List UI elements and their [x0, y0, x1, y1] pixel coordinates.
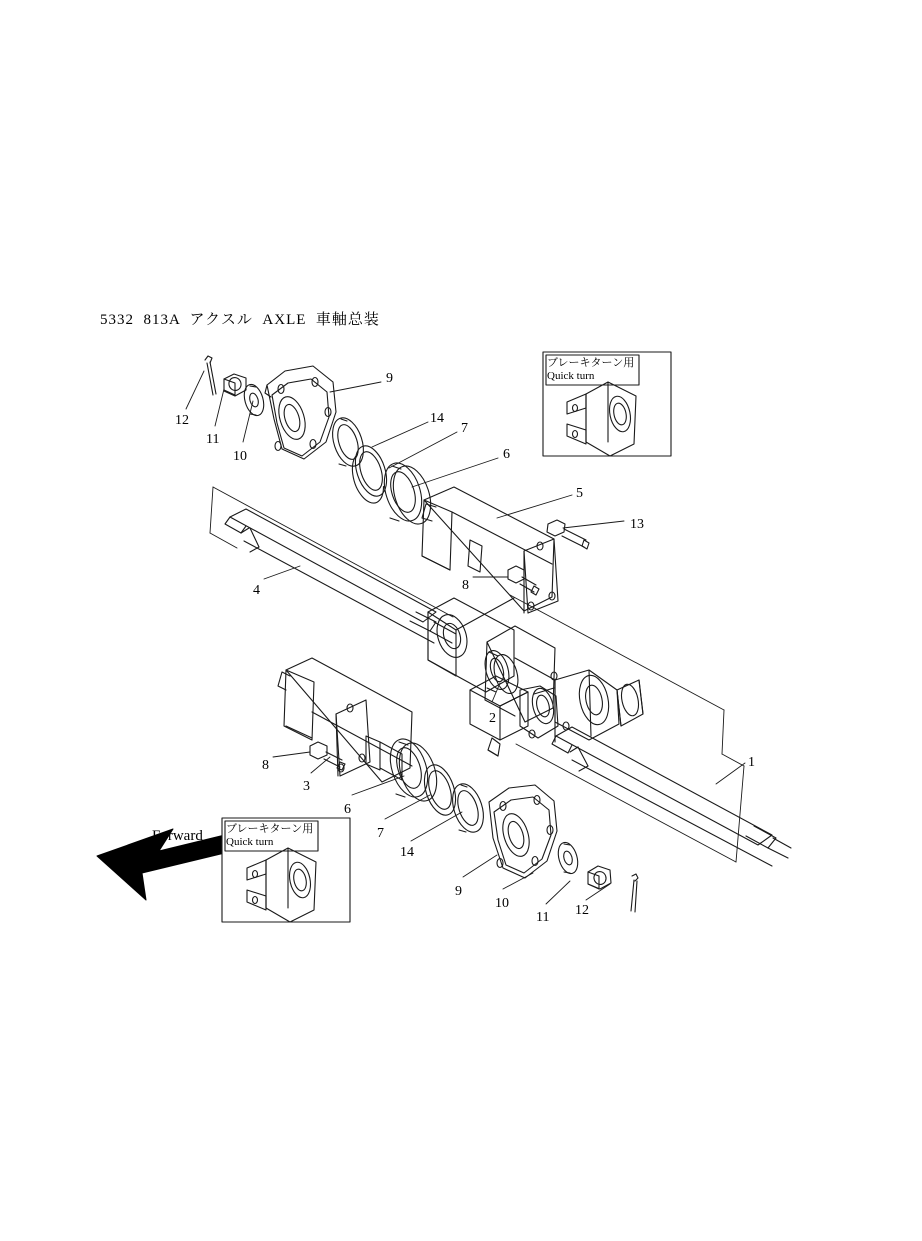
- callout-leader-line: [311, 757, 330, 773]
- part-12-cotter-pin-bottom: [631, 874, 638, 912]
- inset-label-top-right-jp: ブレーキターン用: [547, 357, 635, 369]
- callout-leader-line: [385, 795, 430, 819]
- callout-number: 7: [377, 826, 384, 841]
- callout-number: 1: [748, 755, 755, 770]
- callout-number: 6: [503, 447, 510, 462]
- inset-label-bottom-left-en: Quick turn: [226, 836, 274, 848]
- part-14-seal-bottom: [447, 780, 489, 836]
- callout-leader-line: [372, 422, 428, 447]
- forward-direction-label: Forward: [152, 828, 203, 844]
- leader-box-part-1: [510, 595, 744, 862]
- callout-number: 14: [400, 845, 414, 860]
- callout-leader-line: [243, 401, 253, 442]
- callout-leader-line: [716, 763, 745, 784]
- part-12-cotter-pin-top: [205, 356, 216, 395]
- callout-leader-line: [497, 495, 572, 518]
- part-9-hub-top: [265, 366, 336, 459]
- inset-label-top-right: [547, 357, 634, 383]
- part-1-axle-shaft: [552, 727, 791, 866]
- callout-leader-line: [412, 458, 498, 487]
- part-10-washer-bottom: [555, 840, 581, 876]
- callout-number: 7: [461, 421, 468, 436]
- callout-number: 8: [262, 758, 269, 773]
- part-4-axle-shaft: [225, 509, 456, 643]
- callout-number: 12: [575, 903, 589, 918]
- part-9-hub-bottom: [489, 785, 557, 878]
- part-6-bearing-bottom: [384, 734, 444, 806]
- callout-leader-line: [411, 812, 462, 841]
- callout-leader-line: [463, 855, 497, 877]
- part-14-seal-top: [327, 414, 369, 470]
- callout-leader-line: [389, 432, 457, 468]
- part-3-housing-bottom: [278, 658, 412, 782]
- callout-leader-line: [546, 881, 570, 904]
- inset-label-bottom-left: [226, 823, 313, 849]
- part-11-nut-top: [224, 374, 246, 396]
- page-title: 5332 813A アクスル AXLE 車軸总装: [100, 312, 380, 328]
- callout-number: 11: [536, 910, 550, 925]
- callout-number: 14: [430, 411, 444, 426]
- callout-leader-line: [215, 389, 224, 426]
- callout-leader-line: [330, 382, 381, 392]
- center-differential-housing: [428, 598, 643, 756]
- callout-number: 3: [303, 779, 310, 794]
- callout-number: 5: [576, 486, 583, 501]
- callout-number: 10: [233, 449, 247, 464]
- callout-number: 10: [495, 896, 509, 911]
- callout-number: 6: [344, 802, 351, 817]
- callout-number: 13: [630, 517, 644, 532]
- callout-leader-line: [264, 566, 300, 579]
- part-6-bearing-top: [378, 458, 438, 529]
- part-10-washer-top: [241, 382, 267, 418]
- callout-number: 12: [175, 413, 189, 428]
- leader-box-part-4: [210, 487, 453, 617]
- callout-leader-line: [273, 752, 310, 757]
- callout-number: 8: [462, 578, 469, 593]
- callout-leader-line: [186, 371, 204, 409]
- callout-leader-line: [352, 776, 404, 795]
- callout-number: 11: [206, 432, 220, 447]
- callout-number: 9: [386, 371, 393, 386]
- inset-label-bottom-left-jp: ブレーキターン用: [226, 823, 314, 835]
- callout-number: 9: [455, 884, 462, 899]
- callout-leader-line: [586, 884, 610, 900]
- callout-number: 2: [489, 711, 496, 726]
- callout-number: 4: [253, 583, 260, 598]
- callout-leader-line: [563, 521, 624, 528]
- inset-label-top-right-en: Quick turn: [547, 370, 595, 382]
